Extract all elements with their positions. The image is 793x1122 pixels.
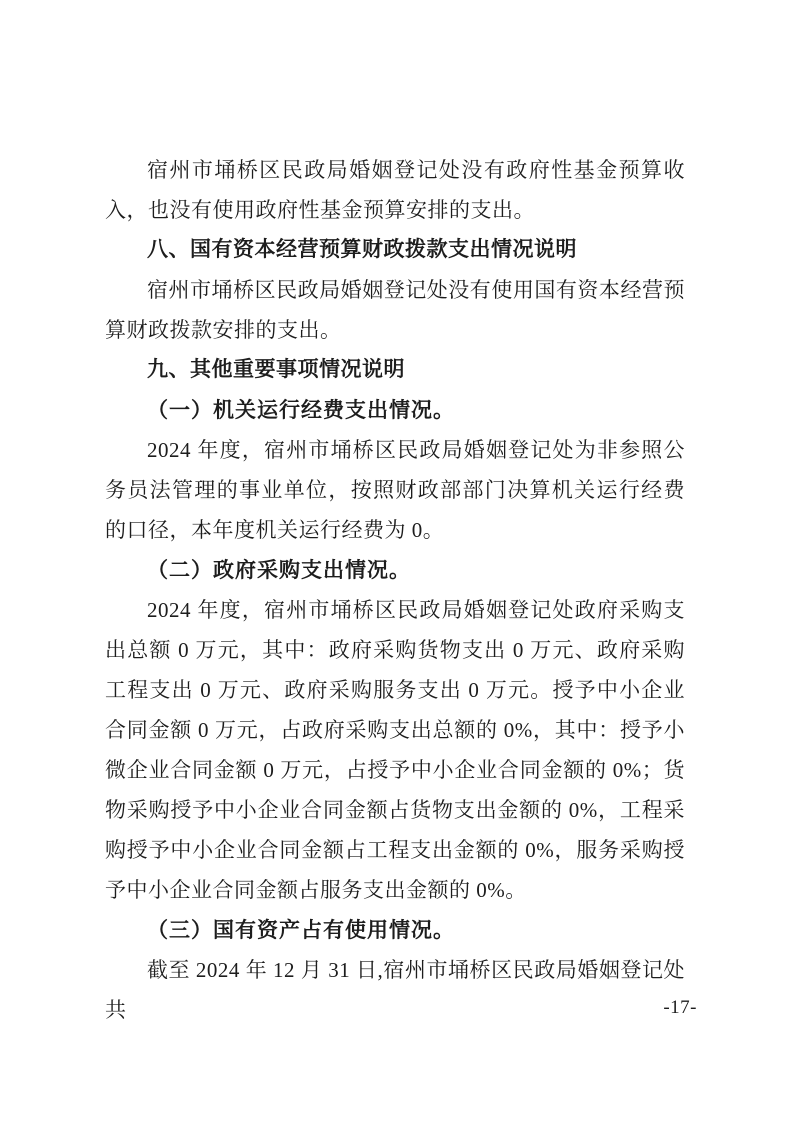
heading-sub-2-government-procurement: （二）政府采购支出情况。 <box>147 558 411 582</box>
heading-section-8-state-capital-budget: 八、国有资本经营预算财政拨款支出情况说明 <box>147 238 577 261</box>
paragraph-government-procurement: 2024 年度，宿州市埇桥区民政局婚姻登记处政府采购支出总额 0 万元，其中：政府采购货物支出 0 万元、政府采购工程支出 0 万元、政府采购服务支出 0 万元。授予中小企业合同金额 0 万元，占政府采购支出总额的 0%，其中：授予小微企业合同金额 0 万元，占授予中小企业合同金额的 0%；货物采购授予中小企业合同金额占货物支出金额的 0%，工程采购授予中小企业合同金额占工程支出金额的 0%，服务采购授予中小企业合同金额占服务支出金额的 0%。 <box>105 598 685 902</box>
paragraph-government-fund-budget: 宿州市埇桥区民政局婚姻登记处没有政府性基金预算收入，也没有使用政府性基金预算安排的支出。 <box>105 158 685 222</box>
paragraph-state-capital-budget: 宿州市埇桥区民政局婚姻登记处没有使用国有资本经营预算财政拨款安排的支出。 <box>105 278 685 342</box>
document-body <box>105 150 685 1030</box>
paragraph-operating-expenses: 2024 年度，宿州市埇桥区民政局婚姻登记处为非参照公务员法管理的事业单位，按照财政部部门决算机关运行经费的口径，本年度机关运行经费为 0。 <box>105 438 685 542</box>
page-number: -17- <box>663 997 697 1018</box>
heading-section-9-other-important-matters: 九、其他重要事项情况说明 <box>147 358 405 381</box>
heading-sub-3-state-assets-usage: （三）国有资产占有使用情况。 <box>147 918 455 942</box>
paragraph-state-assets-usage: 截至 2024 年 12 月 31 日,宿州市埇桥区民政局婚姻登记处共 <box>105 958 685 1022</box>
heading-sub-1-operating-expenses: （一）机关运行经费支出情况。 <box>147 398 455 422</box>
